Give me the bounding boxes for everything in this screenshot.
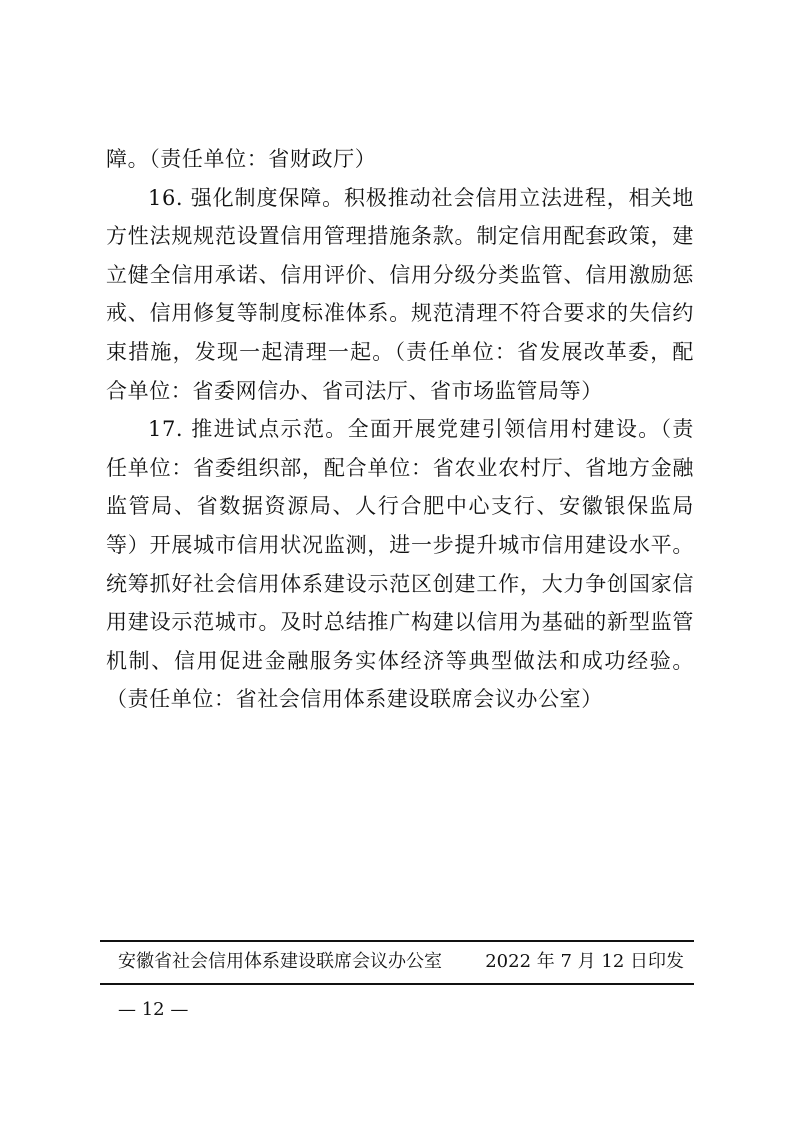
imprint-top-rule (100, 940, 694, 942)
paragraph-continuation: 障。（责任单位：省财政厅） (106, 147, 377, 171)
imprint-date: 2022 年 7 月 12 日印发 (485, 951, 684, 972)
imprint-bottom-rule (100, 983, 694, 985)
imprint-issuer: 安徽省社会信用体系建设联席会议办公室 (118, 951, 442, 972)
body-text (106, 140, 694, 719)
paragraph-item-16: 16. 强化制度保障。积极推动社会信用立法进程，相关地方性法规规范设置信用管理措施条款。制定信用配套政策，建立健全信用承诺、信用评价、信用分级分类监管、信用激励惩戒、信用修复等制度标准体系。规范清理不符合要求的失信约束措施，发现一起清理一起。（责任单位：省发展改革委，配合单位：省委网信办、省司法厅、省市场监管局等） (106, 185, 694, 403)
paragraph-item-17: 17. 推进试点示范。全面开展党建引领信用村建设。（责任单位：省委组织部，配合单位：省农业农村厅、省地方金融监管局、省数据资源局、人行合肥中心支行、安徽银保监局等）开展城市信用状况监测，进一步提升城市信用建设水平。统筹抓好社会信用体系建设示范区创建工作，大力争创国家信用建设示范城市。及时总结推广构建以信用为基础的新型监管机制、信用促进金融服务实体经济等典型做法和成功经验。（责任单位：省社会信用体系建设联席会议办公室） (106, 417, 694, 712)
page-number: — 12 — (118, 999, 189, 1020)
